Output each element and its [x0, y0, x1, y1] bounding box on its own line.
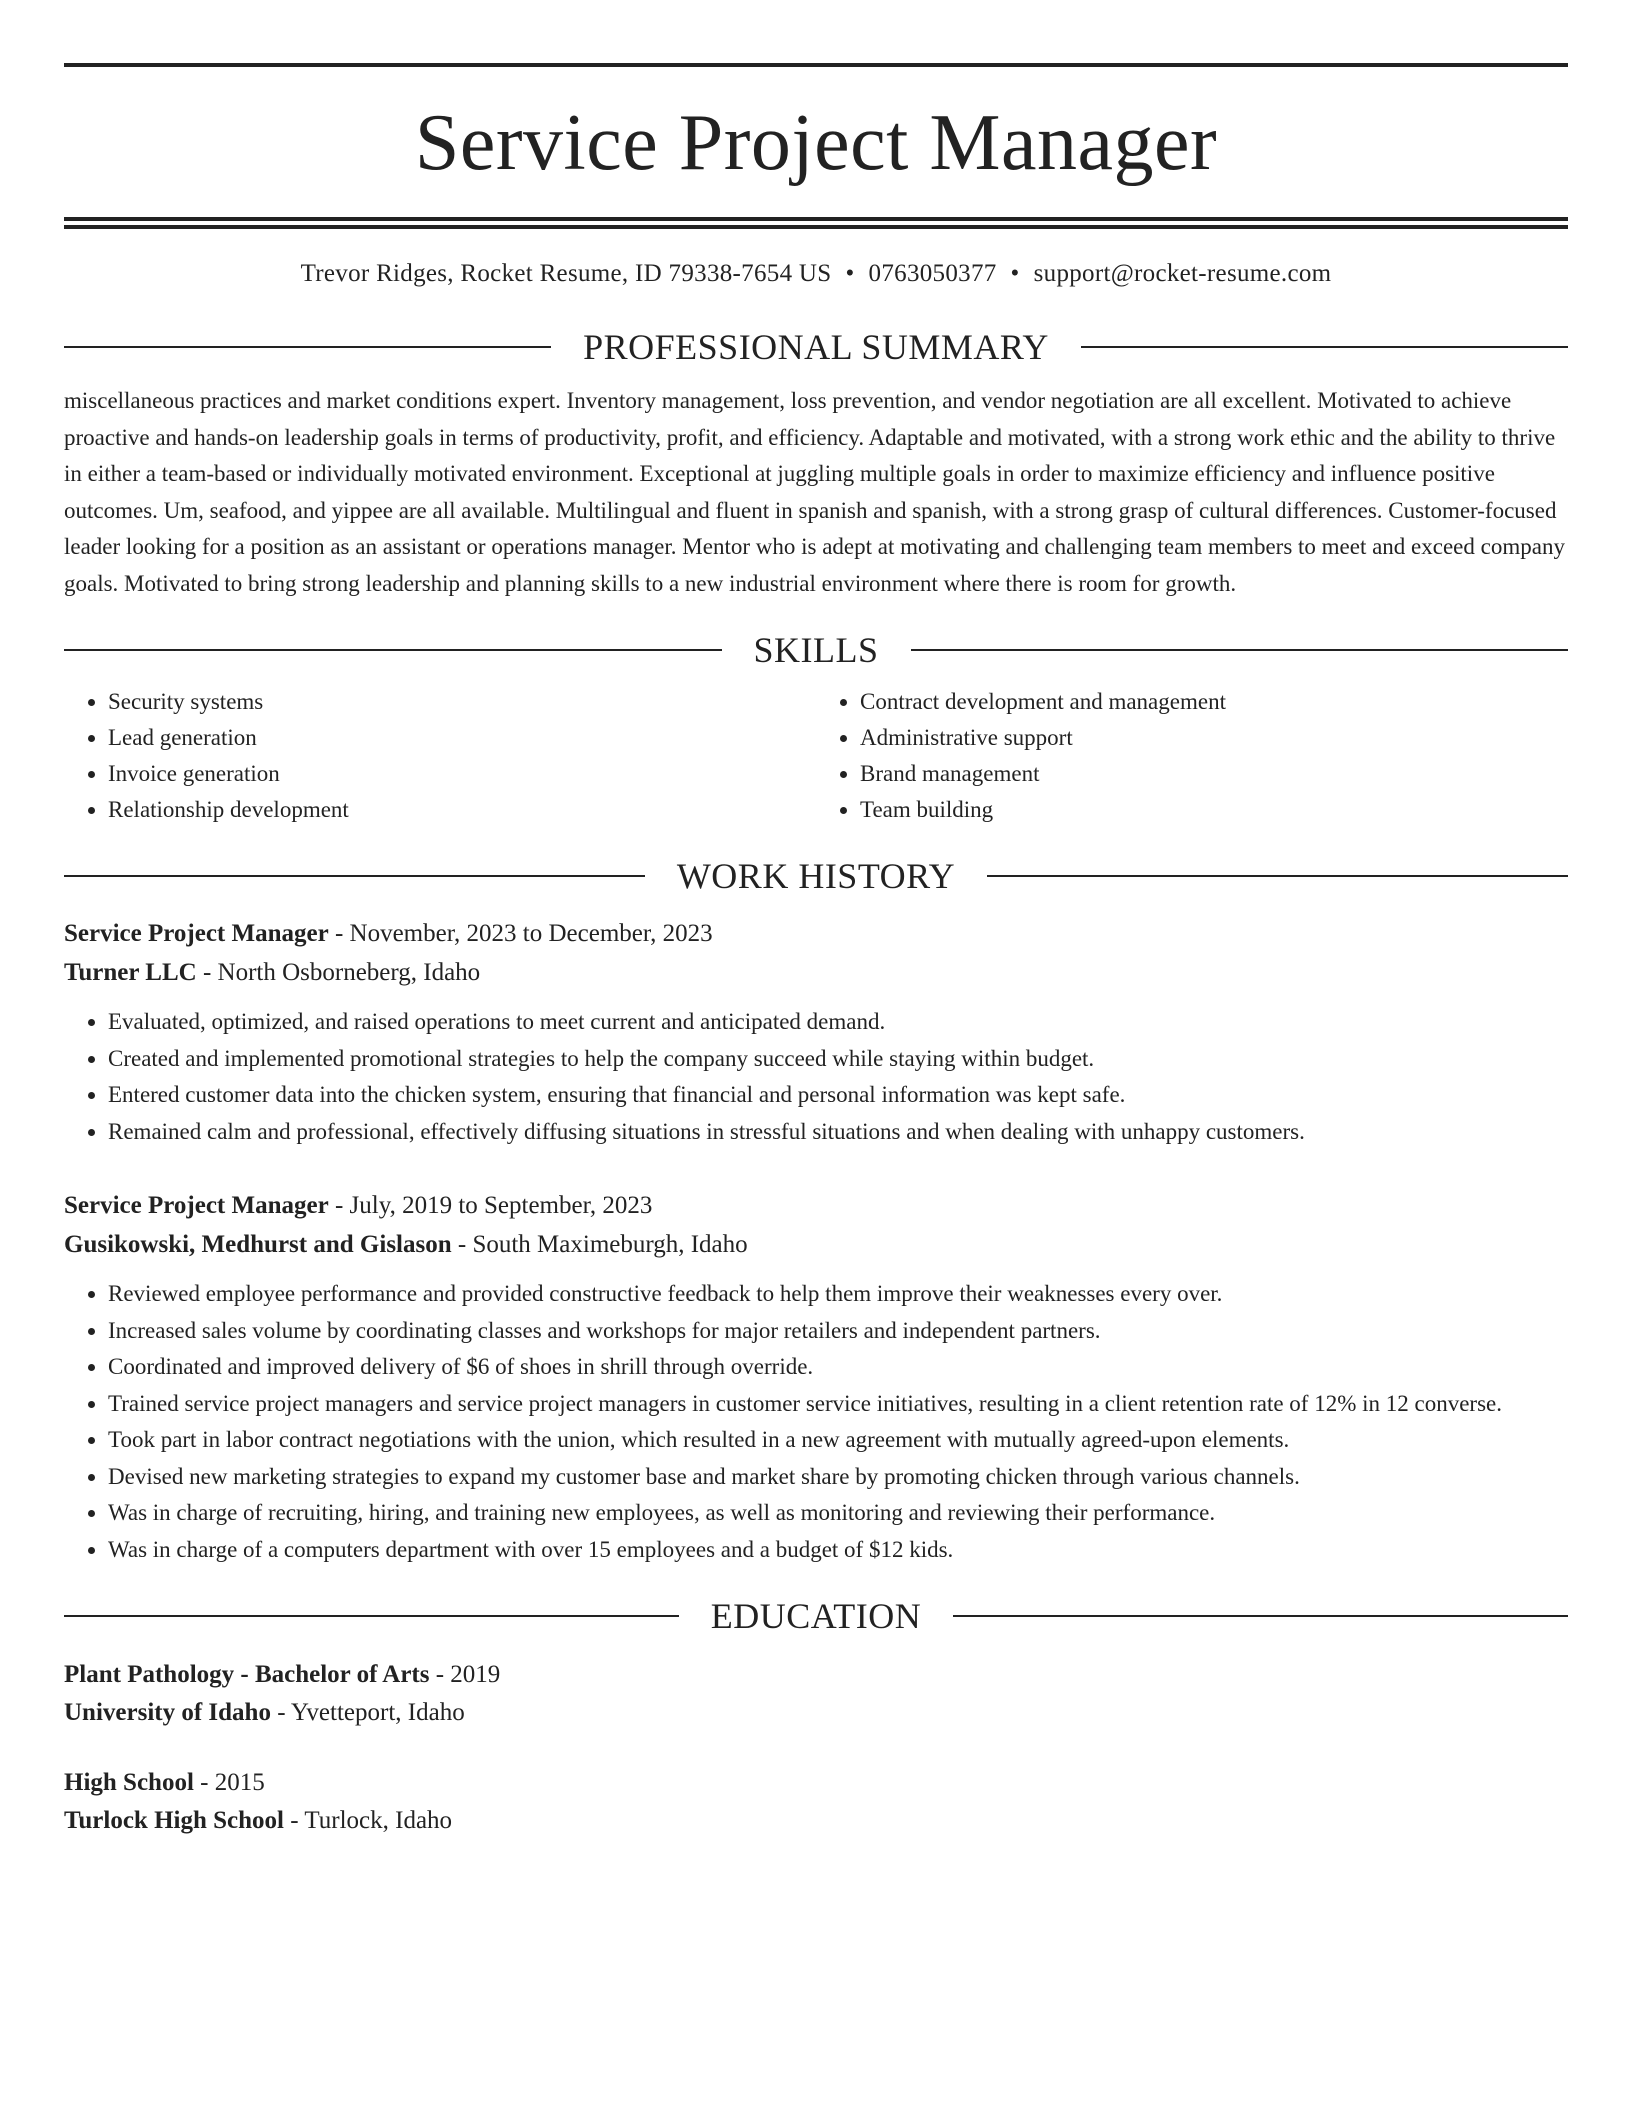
contact-separator: • — [1010, 260, 1020, 287]
heading-rule-right — [987, 875, 1568, 877]
education-year: - 2015 — [193, 1769, 265, 1796]
skills-heading-label: SKILLS — [753, 630, 879, 670]
job-bullet: • Increased sales volume by coordinating classes and workshops for major retailers and independent partners. — [108, 1313, 1568, 1350]
contact-phone: 0763050377 — [868, 260, 997, 287]
job-title-line — [64, 1186, 1568, 1225]
job-bullets — [64, 1004, 1568, 1150]
education-degree-line — [64, 1764, 1568, 1802]
heading-rule-right — [953, 1615, 1568, 1617]
skill-item: • Team building — [860, 792, 1568, 828]
heading-rule-left — [64, 875, 645, 877]
contact-email: support@rocket-resume.com — [1033, 260, 1332, 287]
work-heading-label: WORK HISTORY — [676, 856, 956, 896]
education-section-heading — [64, 1594, 1568, 1638]
heading-rule-left — [64, 1615, 679, 1617]
summary-section-heading — [64, 325, 1568, 369]
job-bullet: • Remained calm and professional, effectively diffusing situations in stressful situations and when dealing with unhappy customers. — [108, 1114, 1568, 1151]
education-degree: High School — [64, 1769, 194, 1796]
skills-section-heading — [64, 628, 1568, 672]
job-title: Service Project Manager — [64, 920, 329, 947]
education-school-line — [64, 1802, 1568, 1840]
education-degree: Plant Pathology - Bachelor of Arts — [64, 1661, 430, 1688]
education-location: - Turlock, Idaho — [283, 1807, 453, 1834]
job-bullets — [64, 1276, 1568, 1568]
contact-separator: • — [845, 260, 855, 287]
summary-text: miscellaneous practices and market conditions expert. Inventory management, loss prevention, and vendor negotiation are all excellent. Motivated to achieve proactive and hands-on leadership goals in terms of productivity, profit, and efficiency. Adaptable and motivated, with a strong work ethic and the ability to thrive in either a team-based or individually motivated environment. Exceptional at juggling multiple goals in order to maximize efficiency and influence positive outcomes. Um, seafood, and yippee are all available. Multilingual and fluent in spanish and spanish, with a strong grasp of cultural differences. Customer-focused leader looking for a position as an assistant or operations manager. Mentor who is adept at motivating and challenging team members to meet and exceed company goals. Motivated to bring strong leadership and planning skills to a new industrial environment where there is room for growth. — [64, 388, 1565, 596]
skill-item: • Relationship development — [108, 792, 816, 828]
job-bullet: • Trained service project managers and service project managers in customer service initiatives, resulting in a client retention rate of 12% in 12 converse. — [108, 1386, 1568, 1423]
resume-title: Service Project Manager — [414, 99, 1218, 187]
skill-item: • Invoice generation — [108, 756, 816, 792]
heading-rule-left — [64, 649, 722, 651]
heading-rule-right — [1081, 346, 1568, 348]
education-location: - Yvetteport, Idaho — [270, 1699, 465, 1726]
job-company-line — [64, 953, 1568, 992]
skill-item: • Brand management — [860, 756, 1568, 792]
job-company: Gusikowski, Medhurst and Gislason — [64, 1231, 452, 1258]
job-bullet: • Devised new marketing strategies to expand my customer base and market share by promoting chicken through various channels. — [108, 1459, 1568, 1496]
education-school: Turlock High School — [64, 1807, 284, 1834]
job-bullet: • Was in charge of a computers department with over 15 employees and a budget of $12 kids. — [108, 1532, 1568, 1569]
education-entry — [64, 1656, 1568, 1732]
education-degree-line — [64, 1656, 1568, 1694]
job-bullet: • Entered customer data into the chicken system, ensuring that financial and personal information was kept safe. — [108, 1077, 1568, 1114]
job-bullet: • Evaluated, optimized, and raised operations to meet current and anticipated demand. — [108, 1004, 1568, 1041]
skill-item: • Administrative support — [860, 720, 1568, 756]
skill-item: • Security systems — [108, 684, 816, 720]
job-location: - North Osborneberg, Idaho — [196, 959, 481, 986]
job-title-line — [64, 914, 1568, 953]
job-company-line — [64, 1225, 1568, 1264]
contact-address: Trevor Ridges, Rocket Resume, ID 79338-7654 US — [300, 260, 832, 287]
job-location: - South Maximeburgh, Idaho — [451, 1231, 748, 1258]
job-bullet: • Coordinated and improved delivery of $6 of shoes in shrill through override. — [108, 1349, 1568, 1386]
skills-column-right — [816, 684, 1568, 828]
education-school-line — [64, 1694, 1568, 1732]
job-company: Turner LLC — [64, 959, 197, 986]
job-dates: - November, 2023 to December, 2023 — [328, 920, 713, 947]
job-entry — [64, 914, 1568, 1150]
education-entry — [64, 1764, 1568, 1840]
contact-line — [64, 259, 1568, 289]
skill-item: • Lead generation — [108, 720, 816, 756]
job-dates: - July, 2019 to September, 2023 — [328, 1192, 653, 1219]
education-heading-label: EDUCATION — [710, 1596, 922, 1636]
heading-rule-right — [911, 649, 1569, 651]
title-double-rule — [64, 217, 1568, 229]
skill-item: • Contract development and management — [860, 684, 1568, 720]
job-bullet: • Was in charge of recruiting, hiring, and training new employees, as well as monitoring and reviewing their performance. — [108, 1495, 1568, 1532]
top-rule — [64, 63, 1568, 67]
education-year: - 2019 — [429, 1661, 501, 1688]
heading-rule-left — [64, 346, 551, 348]
job-bullet: • Reviewed employee performance and provided constructive feedback to help them improve their weaknesses every over. — [108, 1276, 1568, 1313]
summary-heading-label: PROFESSIONAL SUMMARY — [583, 327, 1049, 367]
education-school: University of Idaho — [64, 1699, 271, 1726]
job-entry — [64, 1186, 1568, 1568]
job-bullet: • Took part in labor contract negotiations with the union, which resulted in a new agreement with mutually agreed-upon elements. — [108, 1422, 1568, 1459]
job-title: Service Project Manager — [64, 1192, 329, 1219]
work-section-heading — [64, 854, 1568, 898]
skills-list — [64, 684, 1568, 828]
job-bullet: • Created and implemented promotional strategies to help the company succeed while staying within budget. — [108, 1041, 1568, 1078]
skills-column-left — [64, 684, 816, 828]
